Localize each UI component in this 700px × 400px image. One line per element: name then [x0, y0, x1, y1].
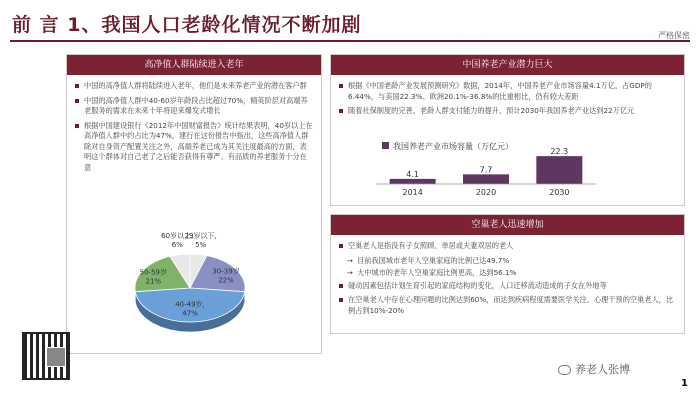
- bar: [463, 174, 509, 184]
- pie-label: 40-49岁, 47%: [175, 300, 205, 318]
- pie-label: 50-59岁 21%: [139, 268, 167, 286]
- list-item: 中国的高净值人群中40-60岁年龄段占比超过70%，精英阶层对高端养老服务的需求在未来十年将迎来爆发式增长: [75, 96, 313, 117]
- watermark: [558, 361, 630, 377]
- list-item: 中国的高净值人群将陆续进入老年，他们是未来养老产业的潜在客户群: [75, 81, 313, 92]
- list-item: 随着社保制度的完善，老龄人群支付能力的提升，预计2030年我国养老产业达到22万亿元: [339, 106, 676, 117]
- page-number: 1: [681, 378, 688, 389]
- age-pie-chart: [70, 210, 310, 350]
- legend-swatch: [382, 142, 389, 149]
- avatar: [46, 347, 66, 367]
- list-item: 空巢老人是指没有子女照顾、单居或夫妻双居的老人: [339, 241, 676, 252]
- right-top-bullets: [331, 75, 684, 117]
- brand-label: 严格保密: [658, 31, 690, 40]
- bar-value-label: 7.7: [479, 165, 493, 175]
- pie-label: 30-39岁 22%: [212, 267, 240, 285]
- list-item: 根据《中国老龄产业发展预测研究》数据，2014年，中国养老产业市场容量4.1万亿，占GDP的6.44%，与美国22.3%、欧洲20.1%-36.8%的比重相比，仍有较大差距: [339, 81, 676, 102]
- market-size-bar-chart: [376, 140, 596, 200]
- watermark-text: 养老人张博: [575, 363, 630, 376]
- list-item: 在空巢老人中存在心理问题的比例达到60%，而达到疾病程度需要医学关注、心理干预的空巢老人，比例占到10%-20%: [339, 295, 676, 316]
- pie-label: 60岁以上, 6%: [161, 232, 194, 250]
- bar: [536, 156, 582, 184]
- list-item: 根据中国建设银行《2012年中国财富报告》统计结果表明，40岁以上在高净值人群中约占比为47%，建行在这份报告中指出，这些高净值人群除对自身资产配置关注之外，高端养老已成为其关注度最高的方面，表明这个群体对自己老了之后能否获得有尊严、有品质的养老服务十分在意: [75, 121, 313, 174]
- bar-category-label: 2020: [475, 188, 497, 197]
- left-panel-bullets: [67, 75, 321, 173]
- page-title: 前 言 1、我国人口老龄化情况不断加剧: [12, 14, 362, 36]
- right-bottom-panel: [330, 214, 685, 334]
- list-item: → 目前我国城市老年人空巢家庭的比例已达49.7%: [339, 256, 676, 267]
- bar-category-label: 2030: [549, 188, 570, 197]
- list-item: → 大中城市的老年人空巢家庭比例更高，达到56.1%: [339, 268, 676, 279]
- right-top-heading: 中国养老产业潜力巨大: [331, 55, 684, 75]
- title-divider: [10, 40, 690, 42]
- bar-value-label: 22.3: [550, 147, 569, 157]
- legend-label: 我国养老产业市场容量（万亿元）: [393, 142, 513, 151]
- right-bottom-bullets: [331, 235, 684, 316]
- left-panel-heading: 高净值人群陆续进入老年: [67, 55, 321, 75]
- bar: [390, 179, 436, 184]
- right-bottom-heading: 空巢老人迅速增加: [331, 215, 684, 235]
- list-item: 碰动因素包括计划生育引起的家庭结构的变化，人口迁移流动造成的子女在外地等: [339, 281, 676, 292]
- bar-value-label: 4.1: [406, 169, 420, 179]
- bar-category-label: 2014: [402, 188, 423, 197]
- wechat-icon: [558, 365, 571, 375]
- pie-label: 29岁以下, 5%: [184, 232, 217, 250]
